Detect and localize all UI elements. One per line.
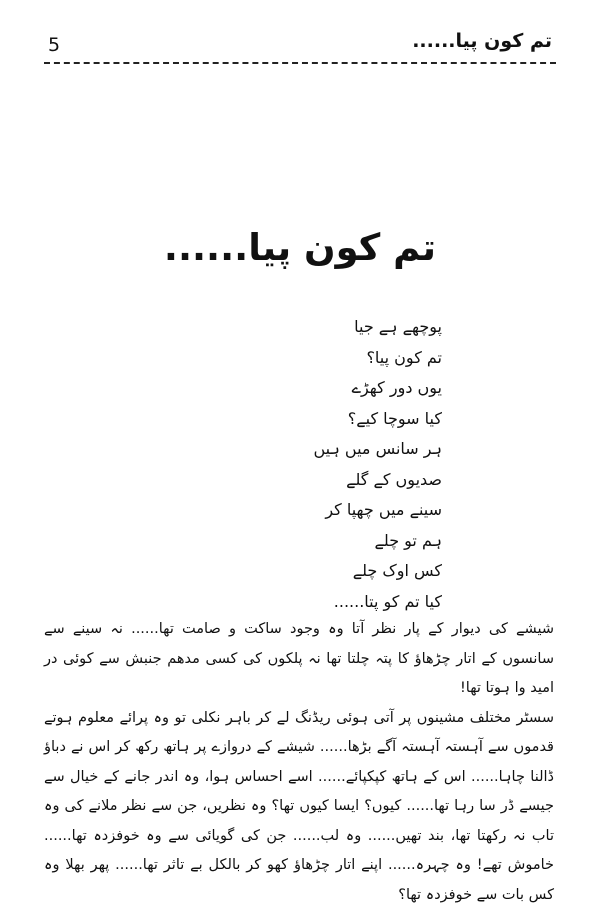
poem-line: سینے میں چھپا کر [222, 495, 442, 526]
page-number: 5 [48, 34, 60, 56]
poem-line: کس اوک چلے [222, 556, 442, 587]
poem-line: تم کون پیا؟ [222, 343, 442, 374]
poem-line: ہر سانس میں ہیں [222, 434, 442, 465]
header-divider [44, 62, 556, 64]
prose-paragraph: شیشے کی دیوار کے پار نظر آتا وہ وجود ساکت و صامت تھا...... نہ سینے سے سانسوں کے اتار چڑھاؤ کا پتہ چلتا تھا نہ پلکوں کی کسی مدھم جنبش سے کوئی در امید وا ہوتا تھا! [44, 615, 554, 704]
poem-line: کیا تم کو پتا...... [222, 587, 442, 618]
poem-line: صدیوں کے گلے [222, 465, 442, 496]
chapter-title: تم کون پیا...... [0, 226, 600, 269]
prose-body [44, 615, 554, 910]
poem-line: ہم تو چلے [222, 526, 442, 557]
poem-line: پوچھے ہے جیا [222, 312, 442, 343]
poem [222, 312, 442, 617]
poem-line: یوں دور کھڑے [222, 373, 442, 404]
prose-paragraph: سسٹر مختلف مشینوں پر آتی ہوئی ریڈنگ لے کر باہر نکلی تو وہ پرائے معلوم ہوتے قدموں سے آہستہ آہستہ آگے بڑھا...... شیشے کے دروازے پر ہاتھ رکھ کر اس نے دباؤ ڈالنا چاہا...... اس کے ہاتھ کپکپائے...... اسے احساس ہوا، وہ اندر جانے کے خیال سے جیسے ڈر سا رہا تھا...... کیوں؟ ایسا کیوں تھا؟ وہ نظریں، جن سے نظر ملانے کی وہ تاب نہ رکھتا تھا، بند تھیں...... وہ لب...... جن کی گویائی سے وہ خوفزدہ تھا...... خاموش تھے! وہ چہرہ...... اپنے اتار چڑھاؤ کھو کر بالکل بے تاثر تھا...... پھر بھلا وہ کس بات سے خوفزدہ تھا؟ [44, 704, 554, 910]
poem-line: کیا سوچا کیے؟ [222, 404, 442, 435]
running-header: تم کون پیا...... [412, 30, 552, 52]
